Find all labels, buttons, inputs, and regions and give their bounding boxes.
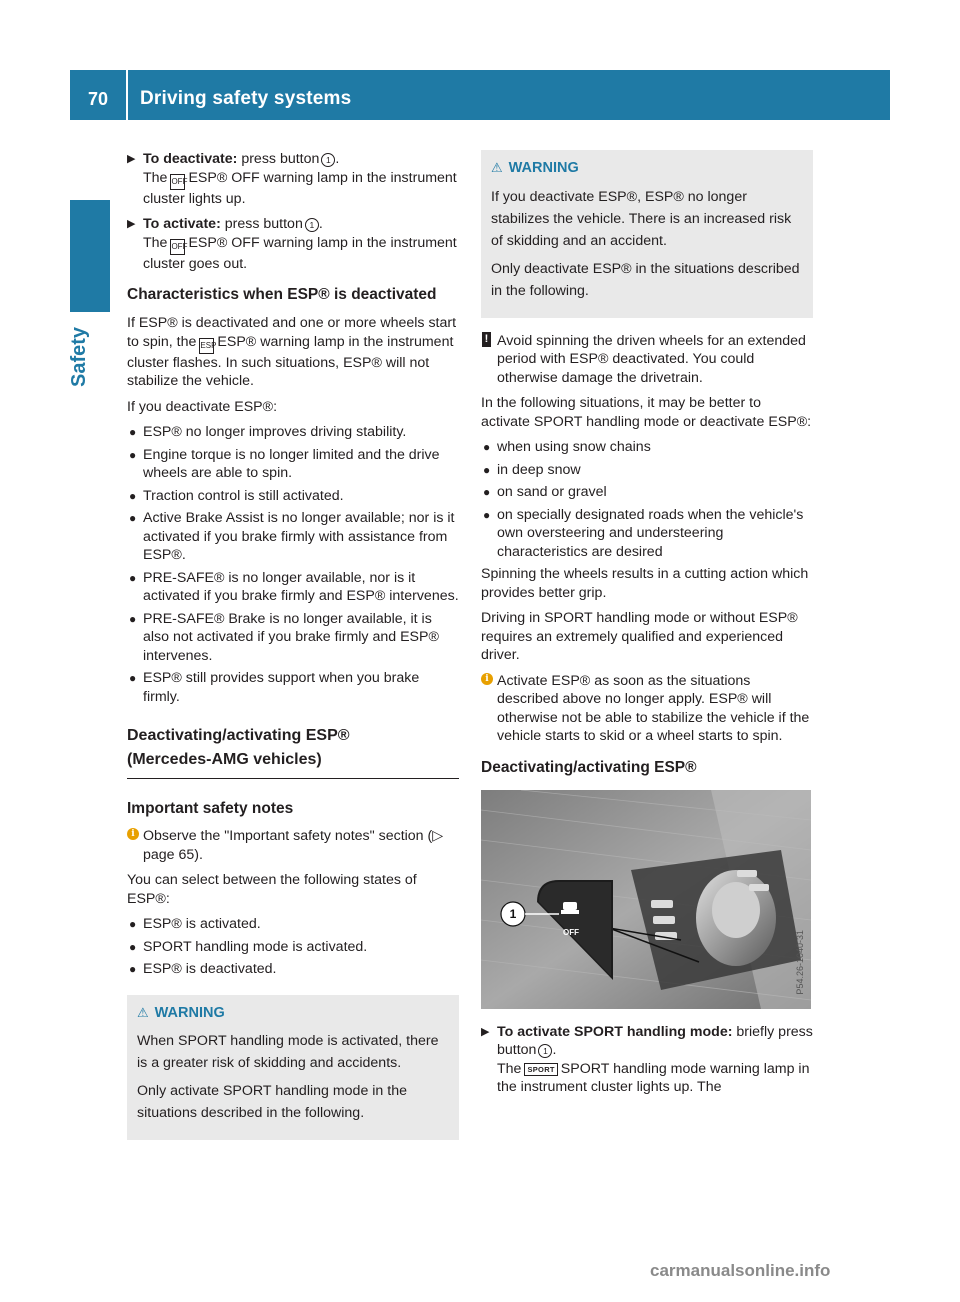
list-item: ● in deep snow — [483, 461, 581, 478]
situations-list — [481, 438, 813, 561]
info-note — [127, 827, 459, 864]
warning-text: Only activate SPORT handling mode in the situations described in the following. — [137, 1083, 407, 1121]
amg-section-heading — [127, 724, 459, 779]
step-text: press button — [224, 216, 303, 232]
step-arrow-icon: ▶ — [127, 218, 136, 230]
amg-heading-line1: Deactivating/activating ESP® — [127, 727, 350, 744]
chapter-title: Driving safety systems — [140, 88, 352, 109]
char-text-pre: If ESP® is deactivated and one or more wheels start to spin, the — [127, 315, 457, 350]
list-item: ● ESP® is deactivated. — [129, 961, 277, 977]
deactivate-step: ▶ To deactivate: press button 1 . The OFFESP® OFF warning lamp in the instrument cluster lights up. — [127, 151, 457, 207]
list-item: ● on specially designated roads when the vehicle's own oversteering and understeering characteristics are desired — [483, 506, 804, 560]
warning-title: ⚠ WARNING — [137, 1004, 225, 1021]
step-line2-post: ESP® OFF warning lamp in the instrument cluster lights up. — [143, 169, 457, 207]
bullet-icon: ● — [129, 611, 137, 626]
warning-box — [481, 150, 813, 318]
deactivate-heading: Deactivating/activating ESP® — [481, 758, 697, 776]
bullet-icon: ● — [129, 962, 137, 976]
step-lead: To activate: — [143, 216, 221, 232]
safety-notes-heading: Important safety notes — [127, 800, 294, 817]
step-arrow-icon: ▶ — [127, 153, 136, 165]
list-item: ● on sand or gravel — [483, 484, 607, 500]
esp-off-lamp-icon: OFF — [170, 239, 185, 255]
section-tab — [70, 200, 110, 312]
list-item: ● PRE-SAFE® is no longer available, nor is it activated if you brake firmly and ESP® intervenes. — [129, 569, 459, 604]
list-item: ● ESP® is activated. — [129, 916, 261, 932]
amg-heading-line2: (Mercedes-AMG vehicles) — [127, 751, 322, 768]
bullet-icon: ● — [483, 440, 491, 454]
activate-step: ▶ To activate: press button 1 . The OFFESP® OFF warning lamp in the instrument cluster goes out. — [127, 216, 457, 272]
caution-text: Avoid spinning the driven wheels for an extended period with ESP® deactivated. You could otherwise damage the drivetrain. — [497, 332, 806, 386]
warning-title: ⚠ WARNING — [491, 160, 579, 176]
warning-text: When SPORT handling mode is activated, there is a greater risk of skidding and accidents. — [137, 1033, 439, 1071]
header-divider — [126, 70, 128, 120]
step-line2-post: SPORT handling mode warning lamp in the instrument cluster lights up. The — [497, 1060, 810, 1095]
bullet-icon: ● — [129, 671, 137, 685]
info-note-text: Activate ESP® as soon as the situations described above no longer apply. ESP® will otherwise not be able to stabilize the vehicle if the vehicle starts to skid or a wheel starts to spin. — [497, 672, 810, 744]
warning-text: Only deactivate ESP® in the situations described in the following. — [491, 260, 800, 299]
callout-ref: 1 — [305, 218, 319, 232]
caution-note — [481, 332, 813, 388]
list-item: ● ESP® no longer improves driving stability. — [129, 424, 407, 440]
bullet-icon: ● — [483, 485, 491, 499]
bullet-icon: ● — [129, 425, 137, 439]
warning-text: If you deactivate ESP®, ESP® no longer stabilizes the vehicle. There is an increased risk of skidding and an accident. — [491, 188, 792, 249]
warning-triangle-icon: ⚠ — [137, 1004, 149, 1020]
spin-paragraph: Spinning the wheels results in a cutting action which provides better grip. — [481, 566, 809, 601]
info-note-text: Observe the "Important safety notes" section (▷ page 65). — [143, 828, 444, 863]
figure-code: P54.26-1040-31 — [794, 929, 805, 995]
bullet-icon: ● — [129, 511, 137, 525]
esp-off-lamp-icon: OFF — [170, 174, 185, 190]
bullet-icon: ● — [129, 488, 137, 503]
step-arrow-icon: ▶ — [481, 1025, 490, 1038]
warning-box — [127, 995, 459, 1141]
step-text: press button — [241, 151, 320, 167]
step-line2-pre: The — [143, 234, 168, 251]
states-intro: You can select between the following states of ESP®: — [127, 872, 417, 907]
info-icon: i — [127, 828, 139, 840]
characteristics-heading: Characteristics when ESP® is deactivated — [127, 286, 437, 303]
esp-lamp-icon: ESP — [199, 338, 214, 354]
list-item: ● when using snow chains — [483, 439, 651, 455]
bullet-icon: ● — [129, 447, 137, 462]
step-line2-post: ESP® OFF warning lamp in the instrument cluster goes out. — [143, 234, 457, 272]
bullet-icon: ● — [129, 917, 137, 931]
callout-ref: 1 — [321, 153, 335, 167]
list-item: ● ESP® still provides support when you brake firmly. — [129, 670, 420, 705]
step-lead: To deactivate: — [143, 151, 238, 167]
list-item: ● Traction control is still activated. — [129, 487, 344, 504]
step-text: briefly press button — [497, 1023, 813, 1058]
char-text-post: ESP® warning lamp in the instrument cluster flashes. In such situations, ESP® will not stabilize the vehicle. — [127, 333, 454, 389]
warning-triangle-icon: ⚠ — [491, 160, 503, 175]
watermark: carmanualsonline.info — [650, 1261, 831, 1280]
characteristics-list — [127, 423, 459, 706]
figure-callout: 1 — [509, 906, 517, 921]
sport-lamp-icon: SPORT — [524, 1063, 557, 1076]
list-item: ● Active Brake Assist is no longer available; nor is it activated if you brake firmly with assistance from ESP®. — [129, 510, 455, 563]
list-item: ● SPORT handling mode is activated. — [129, 938, 368, 955]
situations-intro: In the following situations, it may be better to activate SPORT handling mode or deactivate ESP®: — [481, 395, 812, 430]
center-console-figure — [481, 790, 811, 1009]
deactivate-intro: If you deactivate ESP®: — [127, 398, 278, 415]
characteristics-paragraph — [127, 314, 459, 391]
left-column — [127, 150, 459, 1154]
esp-off-button-label: OFF — [563, 927, 579, 937]
step-line2-pre: The — [497, 1060, 522, 1077]
list-item: ● Engine torque is no longer limited and the drive wheels are able to spin. — [129, 446, 440, 481]
list-item: ● PRE-SAFE® Brake is no longer available, it is also not activated if you brake firmly and ESP® intervenes. — [129, 610, 439, 664]
bullet-icon: ● — [483, 507, 491, 522]
step-lead: To activate SPORT handling mode: — [497, 1023, 733, 1040]
caution-icon: ! — [482, 332, 491, 347]
sport-paragraph: Driving in SPORT handling mode or without ESP® requires an extremely qualified and experienced driver. — [481, 610, 798, 663]
info-icon: i — [481, 673, 493, 685]
states-list — [127, 915, 459, 979]
sport-step: ▶ To activate SPORT handling mode: briefly press button 1 . The SPORT SPORT handling mode warning lamp in the instrument cluster lights up. The — [481, 1023, 813, 1095]
bullet-icon: ● — [129, 939, 137, 954]
console-illustration — [481, 790, 811, 1009]
right-column — [481, 150, 813, 1104]
info-note — [481, 672, 813, 746]
bullet-icon: ● — [483, 462, 491, 477]
callout-ref: 1 — [538, 1044, 552, 1058]
section-label: Safety — [68, 326, 90, 388]
page-number: 70 — [87, 89, 109, 109]
step-line2-pre: The — [143, 169, 168, 186]
bullet-icon: ● — [129, 570, 137, 585]
